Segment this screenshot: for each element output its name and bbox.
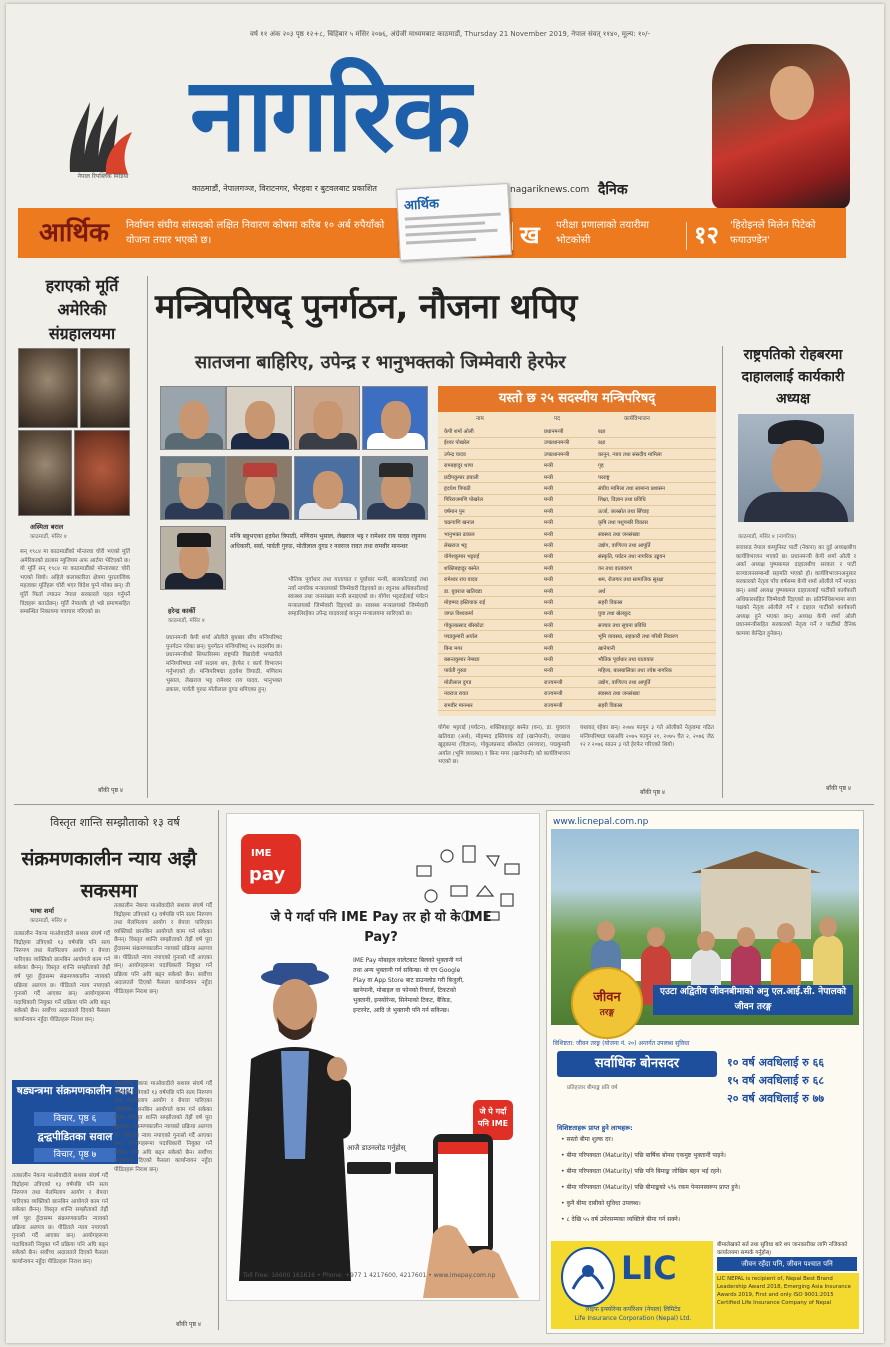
main-story-continued: बाँकी पृष्ठ ४ [640,789,666,796]
minister-post: मन्त्री [544,645,553,652]
minister-portfolio: कृषि तथा पशुपन्छी विकास [598,520,648,527]
feature-4: • बीमा परिपक्वता (Maturity) पछि बीमाङ्कको ५% रकम पेन्सनस्वरूप प्राप्त हुने। [561,1184,741,1191]
minister-portfolio: युवा तथा खेलकुद [598,611,631,618]
cabinet-row [438,665,716,677]
daily-label: दैनिक [598,182,628,198]
minister-name: जगत विश्वकर्मा [444,611,474,618]
cabinet-row [438,449,716,461]
minister-portfolio: कानुन, न्याय तथा संसदीय मामिला [598,451,662,458]
minister-portfolio: रक्षा [598,429,606,435]
minister-name: योगेशकुमार भट्टराई [444,554,480,561]
minister-portfolio: रक्षा [598,440,606,447]
idol-photo-4 [74,430,130,516]
minister-name: वर्षमान पुन [444,508,465,515]
related-page-2: विचार, पृष्ठ ७ [34,1148,116,1162]
ime-footer-contact: Toll Free: 16600 161616 • Phone: +977 1 4217600, 4217601 • www.imepay.com.np [243,1272,496,1279]
download-prompt: आजै डाउनलोड गर्नुहोस् [347,1144,406,1152]
logo-caption: नेपाल रिपब्लिक मिडिया [77,173,129,180]
ime-pay-logo [241,834,301,894]
portrait-minister-1 [160,386,226,450]
lower-story-byline: भाषा शर्मा [30,907,54,915]
cabinet-row [438,677,716,689]
feature-2: • बीमा परिपक्वता (Maturity) पछि बार्षिक बोनस एकमुष्ट भुक्तानी पाइने। [561,1152,726,1159]
teaser-3[interactable]: 'हिरोइनले मिलेन पिटेको फयाउण्डेन' [730,220,816,246]
idol-photo-3 [18,430,72,516]
minister-name: लेखराज भट्ट [444,543,467,549]
ime-logo-bottom: pay [249,864,286,885]
teaser-2-label: ख [520,221,540,249]
lower-story-body-2: तत्कालीन नेकपा माओवादीले सशस्त्र संघर्ष गर्दै विद्रोहमा उत्रिएको १३ वर्षपछि पनि सत्य निरुपण तथा मेलमिलाप आयोग र बेपत्ता पारिएका व्यक्तिको छानबिन आयोगले काम गर्न सकेका छैनन्। विस्तृत शान्ति सम्झौताको तेह्रौं वर्ष पूरा हुँदासम्म संक्रमणकालीन न्यायको प्रक्रिया अलपत्र छ। पीडितले न्याय नपाएको गुनासो गर्दै आएका छन्। आयोगहरूमा पदाधिकारी नियुक्त गर्ने प्रक्रिया पनि अघि बढ्न सकेको छैन। सर्वोच्च अदालतले दिएको फैसला कार्यान्वयन नहुँदा पीडितहरू निराश छन्। [114,903,212,995]
minister-portfolio: संस्कृति, पर्यटन तथा नागरिक उड्डयन [598,554,666,561]
lic-wordmark: LIC [621,1249,677,1287]
masthead: नागरिक [190,55,469,175]
prachanda-photo [738,414,854,522]
minister-name: चक्रपाणि खनाल [444,520,475,527]
related-title-2[interactable]: द्वन्द्वपीडितका सवाल [37,1131,113,1143]
portrait-minister-3 [294,386,360,450]
lower-story-continued: बाँकी पृष्ठ ४ [176,1321,202,1328]
masthead-tagline: काठमाडौं, नेपालगञ्ज, विराटनगर, भैरहवा र बुटवलबाट प्रकाशित [192,184,377,193]
mini-paper-thumbnail [396,183,512,261]
minister-name: बसन्तकुमार नेम्बाङ [444,657,480,663]
main-headline[interactable]: मन्त्रिपरिषद् पुनर्गठन, नौजना थपिए [155,287,577,327]
minister-post: मन्त्री [544,474,553,481]
right-story-continued: बाँकी पृष्ठ ४ [826,785,852,792]
header-model-photo [712,44,850,209]
left-story-continued: बाँकी पृष्ठ ४ [98,787,124,794]
portrait-minister-2 [226,386,292,450]
minister-post: मन्त्री [544,611,553,618]
nagarik-flame-logo [60,92,136,182]
minister-name: गिरिराजमणि पोखरेल [444,497,484,504]
cabinet-row [438,517,716,529]
main-story-body-3: योगेश भट्टराई (पर्यटन), शक्तिबहादुर बस्नेत (वन), डा. युवराज खतिवडा (अर्थ), मोहम्मद इस्तियाक राई (खानेपानी), जगन्नाथ खुड्कामा (विज्ञान), गोकुलप्रसाद बाँस्कोटा (सञ्चार), पद्मकुमारी अर्याल (भूमि व्यवस्था) र बिना मगर (खानेपानी) को कार्यविभाजन भएको छ। [438,725,570,766]
mini-paper-title: आर्थिक [403,196,440,214]
minister-portfolio: उद्योग, वाणिज्य तथा आपूर्ति [598,679,651,686]
col-header-post: पद [554,416,561,422]
hand-holding-phone [423,1194,533,1298]
portrait-minister-9 [160,526,226,590]
cabinet-row [438,597,716,609]
ime-logo-top: IME [251,848,272,859]
main-subhead: सातजना बाहिरिए, उपेन्द्र र भानुभक्तको जिम्मेवारी हेरफेर [195,352,566,373]
cabinet-row [438,608,716,620]
main-story-byline: हरेन्द्र कार्की [168,607,196,615]
cabinet-table [438,386,716,716]
minister-portfolio: अर्थ [598,588,606,595]
minister-post: मन्त्री [544,497,553,504]
minister-name: भानुभक्त ढकाल [444,531,475,538]
features-title: विशिष्टताहरू प्राप्त हुने लाभहरू: [557,1124,633,1132]
ime-question: जे पे गर्दा पनि IME Pay तर हो यो के IME Pay? [270,910,492,945]
minister-portfolio: सहरी विकास [598,702,623,709]
cabinet-row [438,529,716,541]
minister-name: नवराज रावत [444,691,469,698]
minister-name: मोहम्मद इस्तियाक राई [444,600,486,606]
minister-post: राज्यमन्त्री [544,691,563,698]
left-story-dateline: काठमाडौं, मंसिर ४ [30,534,67,540]
lic-company-en: Life Insurance Corporation (Nepal) Ltd. [574,1315,692,1322]
ime-body-text: IME Pay मोबाइल वालेटबाट बिलको भुक्तानी गर्न तथा अन्य भुक्तानी गर्न सकिन्छ। यो एप Google Play वा App Store बाट डाउनलोड गरी बिजुली, खानेपानी, मोबाइल वा फोनको रिचार्ज, टिकटको भुक्तानी, इन्स्योरेन्स, सिनेमाको टिकट, बैंकिङ, इन्टरनेट, आदि जे भुक्तानी पनि गर्न सकिन्छ। [353,957,464,1014]
lower-story-headline[interactable]: संक्रमणकालीन न्याय अझै सकसमा [21,848,197,902]
ime-pay-ad[interactable] [226,813,540,1301]
bonus-note: प्रतिहजार बीमाङ्क प्रति वर्ष [567,1085,618,1091]
lic-plan-title: विशिष्टता: जीवन तरङ्ग (योजना नं. २०) अन्तर्गत उपलब्ध सुविधा [553,1040,690,1047]
left-story-body: सन् १९८४ मा काठमाडौंको मोन्तरवा चोरी भएको मूर्ति अमेरिकाको डालास म्युजियम अफ आर्टमा भेटिएको छ। यो मूर्ति सन् १९८४ मा काठमाडौंको मोन्तारबाट चोरी भएको थियो। अहिले कलाकारिता क्षेत्रमा पुरातात्विक महत्वका मूर्तिहरू चोरी भएर विदेश पुग्ने गरेका छन्। ती मूर्ति फिर्ता ल्याउन नेपाल सरकारले पहल गर्नुपर्ने विज्ञहरू बताउँछन्। मूर्ति नेपालकै हो भन्ने प्रमाणसहित सम्बन्धित निकायमा पत्राचार गरिएको छ। [20,549,130,616]
main-story-body-2: भौतिक पूर्वाधार तथा यातायात र पूर्वाधार मन्त्री, बालकोटलाई तथा नयाँ नागरिक मन्त्रालयको जिम्मेवारी दिइएको छ। रघुनाथ अधिकारीलाई स्वास्थ्य तथा जनसंख्या मन्त्री बनाइएको छ। योगेश भट्टराईलाई पर्यटन मन्त्रालयको जिम्मेवारी दिइएको छ। स्वास्थ्य मन्त्रालयको जिम्मेवारी सम्हालिरहेका उपेन्द्र यादवलाई कानुन मन्त्रालयमा सारिएको छ। [288,577,428,618]
minister-portfolio: महिला, बालबालिका तथा ज्येष्ठ नागरिक [598,668,672,675]
minister-name: पार्वती गुरुङ [444,668,467,675]
minister-post: मन्त्री [544,463,553,470]
lower-story-dateline: काठमाडौं, मंसिर ४ [30,918,67,924]
photo-caption: मन्त्रि बन्नुभएका हृदयेश त्रिपाठी, मणिराम भुसाल, लेखराज भट्ट र रामेश्वर राय यादव रघुनाथ अधिकारी, सर्वा, पार्वती गुरुङ, मोतीलाल दुगड र नवराज रावत तथा रामवीर मानन्धर [230,533,426,550]
minister-post: मन्त्री [544,486,553,492]
lower-story-body-4: तत्कालीन नेकपा माओवादीले सशस्त्र संघर्ष गर्दै विद्रोहमा उत्रिएको १३ वर्षपछि पनि सत्य निरुपण तथा मेलमिलाप आयोग र बेपत्ता पारिएका व्यक्तिको छानबिन आयोगले काम गर्न सकेका छैनन्। विस्तृत शान्ति सम्झौताको तेह्रौं वर्ष पूरा हुँदासम्म संक्रमणकालीन न्यायको प्रक्रिया अलपत्र छ। पीडितले न्याय नपाएको गुनासो गर्दै आएका छन्। आयोगहरूमा पदाधिकारी नियुक्त गर्ने प्रक्रिया पनि अघि बढ्न सकेको छैन। सर्वोच्च अदालतले दिएको फैसला कार्यान्वयन नहुँदा पीडितहरू निराश छन्। [114,1081,212,1173]
lic-contact-note: बीमालेखको सर्त तथा सुविधा बारे थप जानकारीका लागि नजिकको कार्यालयमा सम्पर्क गर्नुहोस्। [717,1242,848,1256]
google-play-badge[interactable] [347,1162,391,1174]
teaser-1[interactable]: निर्वाचन संघीय सांसदको लक्षित नि​वारण कोषमा करिब १० अर्ब रुपैयाँको योजना तयार भएको छ। [126,220,385,246]
lic-emblem-icon [561,1247,615,1307]
minister-name: शक्तिबहादुर बस्नेत [444,565,479,572]
related-title-1[interactable]: षड्यन्त्रमा संक्रमणकालीन न्याय [16,1085,134,1097]
cabinet-row [438,631,716,643]
portrait-minister-7 [294,456,360,520]
minister-post: मन्त्री [544,543,553,549]
minister-name: गोकुलप्रसाद बाँस्कोटा [444,622,484,629]
section-label-arthik: आर्थिक [39,218,109,248]
lower-story-kicker: विस्तृत शान्ति सम्झौताको १३ वर्ष [50,816,180,829]
cabinet-table-header [438,414,716,424]
cabinet-row [438,620,716,632]
cabinet-row [438,563,716,575]
website[interactable]: nagariknews.com [510,185,590,195]
minister-name: रामबहादुर थापा [444,463,474,470]
minister-name: पद्माकुमारी अर्याल [444,634,478,641]
lic-awards: LIC NEPAL is recipient of, Nepal Best Brand Leadership Award 2018, Emerging Asia Insurance Awards 2019, First and only ISO 9001:2015 Certified Life Insurance Company of Nepal [717,1276,851,1306]
lic-slogan-bar: जीवन रहँदा पनि, जीवन पश्चात पनि [717,1257,857,1271]
minister-portfolio: गृह [598,463,604,470]
cabinet-row [438,574,716,586]
minister-portfolio: वन तथा वातावरण [598,565,632,572]
cabinet-row [438,540,716,552]
dateline: वर्ष ११ अंक २०३ पृष्ठ १२+८, बिहिबार ५ मंसिर २०७६, अंग्रेजी माध्यमबाट काठमाडौं, Thursday 21 November 2019, नेपाल संवत् ११४०, मूल्य: १०/- [250,30,650,38]
feature-6: • ८ देखि ५५ वर्ष उमेरसम्मका व्यक्तिले बीमा गर्न सक्ने। [561,1216,681,1223]
cabinet-row [438,460,716,472]
minister-portfolio: भौतिक पूर्वाधार तथा यातायात [598,657,654,663]
product-name-bottom: तरङ्ग [599,1008,615,1018]
minister-portfolio: परराष्ट्र [598,474,610,481]
smiling-man-with-hat [233,959,361,1281]
ime-promo-badge: जे पे गर्दा पनि IME [473,1100,513,1140]
minister-portfolio: उद्योग, वाणिज्य तथा आपूर्ति [598,543,651,549]
cabinet-row [438,700,716,712]
left-story-byline: अस्मिता बराल [30,523,64,531]
main-story-dateline: काठमाडौं, मंसिर ४ [168,618,205,624]
minister-post: मन्त्री [544,600,553,606]
minister-post: मन्त्री [544,668,553,675]
bonus-rate-20yr: २० वर्ष अवधिलाई रु ७७ [727,1092,825,1105]
main-story-body-1: प्रधानमन्त्री केपी शर्मा ओलीले बुधबार सौंच मन्त्रिपरिषद पुनर्गठन गरेका छन्। पुनर्गठन मन्त्रिपरिषद् २५ सदस्यीय छ। प्रधानमन्त्रीको सिफारिसमा राष्ट्रपति विद्यादेवी भण्डारीले मन्त्रिपरिषद्मा नयाँ सदस्य थप, हेरफेर र कार्य विभाजन गर्नुभएको हो। मन्त्रिपरिषद्मा हृदयेश त्रिपाठी, मणिराम भुसाल, लेखराज भट्ट रामेश्वर राय यादव, भानुभक्त ढकाल, पार्वती गुरुङ मोतीलाल दुगड थपिएका हुन्। [166,635,282,693]
minister-post: मन्त्री [544,565,553,572]
minister-name: रामवीर मानन्धर [444,702,473,709]
minister-post: मन्त्री [544,577,553,584]
minister-post: राज्यमन्त्री [544,702,563,709]
right-story-body: सत्तारुढ नेपाल कम्युनिस्ट पार्टी (नेकपा) का दुई अध्यक्षबीच कार्यविभाजन भएको छ। प्रधानमन्त्री केपी शर्मा ओली र अर्का अध्यक्ष पुष्पकमल दाहालबीच सरकार र पार्टी सञ्चालनसम्बन्धी सहमति भएको हो। कार्यविभाजनअनुसार सरकारको नेतृत्व पाँच वर्षसम्म केपी शर्मा ओलीले गर्ने भएका छन्। अर्का अध्यक्ष पुष्पकमल दाहाललाई पार्टीको कार्यकारी अधिकारसहित जिम्मेवारी दिइएको छ। प्रतिनिधिसभामा सत्ता पक्षको नेतृत्व ओलीले गर्ने र दाहाल पार्टीको कार्यकारी अध्यक्ष हुने भएका छन्। अध्यक्ष केपी शर्मा ओली प्रधानमन्त्रीसहित सरकारको नेतृत्व गर्ने र पार्टीको दैनिक काममा केन्द्रित हुनेछन्। [736,545,856,637]
bonus-rate-15yr: १५ वर्ष अवधिलाई रु ६८ [727,1074,825,1087]
cabinet-row [438,483,716,495]
col-header-name: नाम [476,416,484,422]
minister-post: मन्त्री [544,622,553,629]
minister-portfolio: संघीय मामिला तथा सामान्य प्रशासन [598,486,665,492]
minister-name: केपी शर्मा ओली [444,429,474,435]
minister-post: मन्त्री [544,531,553,538]
cabinet-row [438,437,716,449]
lower-story-body-1: तत्कालीन नेकपा माओवादीले सशस्त्र संघर्ष गर्दै विद्रोहमा उत्रिएको १३ वर्षपछि पनि सत्य निरुपण तथा मेलमिलाप आयोग र बेपत्ता पारिएका व्यक्तिको छानबिन आयोगले काम गर्न सकेका छैनन्। विस्तृत शान्ति सम्झौताको तेह्रौं वर्ष पूरा हुँदासम्म संक्रमणकालीन न्यायको प्रक्रिया अलपत्र छ। पीडितले न्याय नपाएको गुनासो गर्दै आएका छन्। आयोगहरूमा पदाधिकारी नियुक्त गर्ने प्रक्रिया पनि अघि बढ्न सकेको छैन। सर्वोच्च अदालतले दिएको फैसला कार्यान्वयन नहुँदा पीडितहरू निराश छन्। [14,931,110,1023]
cabinet-row [438,688,716,700]
minister-post: उपप्रधानमन्त्री [544,451,570,458]
minister-name: ईश्वर पोखरेल [444,440,470,447]
minister-name: हृदयेश त्रिपाठी [444,486,471,492]
portrait-minister-5 [160,456,226,520]
cabinet-row [438,472,716,484]
right-story-headline[interactable]: राष्ट्रपतिको रोहबरमा दाहाललाई कार्यकारी अध्यक्ष [741,347,845,407]
minister-name: डा. युवराज खतिवडा [444,588,482,595]
idol-photo-1 [18,348,78,428]
minister-name: प्रदीपकुमार ज्ञवाली [444,474,479,481]
idol-photo-2 [80,348,130,428]
cabinet-row [438,426,716,438]
minister-post: मन्त्री [544,657,553,663]
right-story-dateline: काठमाडौं, मंसिर ४ (नागरिक) [738,534,797,540]
cabinet-row [438,494,716,506]
main-story-body-4: यथावत् रहेका छन्। २०७४ फागुन ३ गते ओलीको नेतृत्वमा गठित मन्त्रिपरिषद्मा यसअघि २०७५ फागुन २१, २०७५ चैत २, २०७६ जेठ १२ र २०७६ साउन ३ गते हेरफेर गरिएको थियो। [580,725,714,749]
minister-name: उपेन्द्र यादव [444,451,466,458]
minister-post: मन्त्री [544,508,553,515]
jeevan-tarang-logo [571,967,643,1039]
minister-post: प्रधानमन्त्री [544,429,564,435]
lic-tagline: एउटा अद्वितीय जीवनबीमाको अनु एल.आई.सी. नेपालको जीवन तरङ्ग [653,985,853,1015]
minister-portfolio: स्वास्थ्य तथा जनसंख्या [598,531,640,538]
minister-portfolio: ऊर्जा, जलस्रोत तथा सिँचाइ [598,508,649,515]
cabinet-row [438,643,716,655]
feature-5: • कुनै बीमा दाबीको सुविधा उपलब्ध। [561,1200,641,1207]
lower-story-body-3: तत्कालीन नेकपा माओवादीले सशस्त्र संघर्ष गर्दै विद्रोहमा उत्रिएको १३ वर्षपछि पनि सत्य निरुपण तथा मेलमिलाप आयोग र बेपत्ता पारिएका व्यक्तिको छानबिन आयोगले काम गर्न सकेका छैनन्। विस्तृत शान्ति सम्झौताको तेह्रौं वर्ष पूरा हुँदासम्म संक्रमणकालीन न्यायको प्रक्रिया अलपत्र छ। पीडितले न्याय नपाएको गुनासो गर्दै आएका छन्। आयोगहरूमा पदाधिकारी नियुक्त गर्ने प्रक्रिया पनि अघि बढ्न सकेको छैन। सर्वोच्च अदालतले दिएको फैसला कार्यान्वयन नहुँदा पीडितहरू निराश छन्। [12,1173,108,1265]
minister-post: राज्यमन्त्री [544,679,563,686]
feature-1: • सस्तो बीमा शुल्क दर। [561,1136,613,1143]
related-page-1: विचार, पृष्ठ ६ [34,1112,116,1126]
minister-post: मन्त्री [544,520,553,527]
minister-portfolio: स्वास्थ्य तथा जनसंख्या [598,691,640,698]
minister-post: मन्त्री [544,588,553,595]
portrait-minister-6 [226,456,292,520]
cabinet-row [438,551,716,563]
cabinet-row [438,654,716,666]
bonus-rate-10yr: १० वर्ष अवधिलाई रु ६६ [727,1056,825,1069]
left-story-headline[interactable]: हराएको मूर्ति अमेरिकी संग्रहालयमा [45,276,119,343]
lic-logo-panel [551,1241,713,1329]
minister-portfolio: भूमि व्यवस्था, सहकारी तथा गरिबी निवारण [598,634,678,641]
bonus-banner: सर्वाधिक बोनसदर [557,1051,717,1077]
teaser-2[interactable]: परीक्षा प्रणालाको तयारीमा भोटकोसी [556,220,649,246]
lic-nepal-ad[interactable] [546,810,864,1334]
minister-portfolio: सहरी विकास [598,600,623,606]
lic-company-np: लाइफ इन्स्योरेन्स कर्पोरेशन (नेपाल) लिमिटेड [585,1306,681,1313]
minister-portfolio: सञ्चार तथा सूचना प्रविधि [598,622,647,629]
minister-name: रामेश्वर राय यादव [444,577,478,584]
teaser-3-label: १२ [694,221,719,249]
minister-portfolio: खानेपानी [598,645,615,652]
cabinet-table-title: यस्तो छ २५ सदस्यीय मन्त्रिपरिषद् [438,386,716,412]
product-name-top: जीवन [593,990,621,1005]
portrait-minister-8 [362,456,428,520]
minister-portfolio: श्रम, रोजगार तथा सामाजिक सुरक्षा [598,577,664,584]
cabinet-row [438,586,716,598]
minister-post: मन्त्री [544,634,553,641]
minister-portfolio: शिक्षा, विज्ञान तथा प्रविधि [598,497,646,504]
minister-post: मन्त्री [544,554,553,561]
portrait-minister-4 [362,386,428,450]
minister-name: मोतीलाल दुगड [444,679,472,686]
cabinet-row [438,506,716,518]
col-header-portfolio: कार्यविभाजन [624,416,650,422]
feature-3: • बीमा परिपक्वता (Maturity) पछि पनि बिमाङ्क जोखिम बहन भई रहने। [561,1168,722,1175]
minister-name: बिना मगर [444,645,463,652]
lic-website[interactable]: www.licnepal.com.np [553,817,649,827]
minister-post: उपप्रधानमन्त्री [544,440,570,447]
